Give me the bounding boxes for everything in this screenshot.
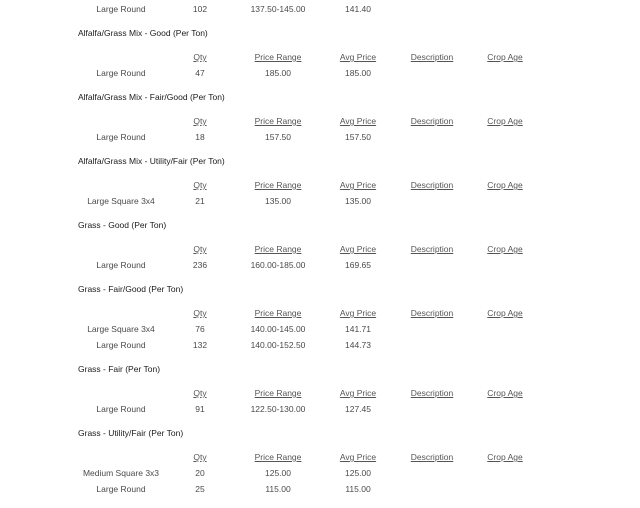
header-qty: Qty <box>193 52 207 62</box>
row-price-range: 137.50-145.00 <box>250 4 306 14</box>
row-price-range: 122.50-130.00 <box>250 404 306 414</box>
header-crop-age: Crop Age <box>487 244 523 254</box>
header-price-range: Price Range <box>254 52 302 62</box>
row-type: Medium Square 3x3 <box>82 468 160 478</box>
row-qty: 132 <box>192 340 208 350</box>
header-crop-age: Crop Age <box>487 308 523 318</box>
row-type: Large Round <box>96 4 146 14</box>
row-qty: 18 <box>195 132 205 142</box>
section-title: Grass - Fair/Good (Per Ton) <box>78 284 184 294</box>
section-title: Alfalfa/Grass Mix - Fair/Good (Per Ton) <box>78 92 225 102</box>
row-avg-price: 135.00 <box>345 196 371 206</box>
section-title: Alfalfa/Grass Mix - Utility/Fair (Per Ton) <box>78 156 225 166</box>
row-price-range: 140.00-152.50 <box>250 340 306 350</box>
row-type: Large Round <box>96 484 146 494</box>
row-type: Large Round <box>96 404 146 414</box>
row-qty: 102 <box>192 4 208 14</box>
row-avg-price: 127.45 <box>345 404 371 414</box>
row-avg-price: 185.00 <box>345 68 371 78</box>
header-avg-price: Avg Price <box>339 180 377 190</box>
section-title: Grass - Utility/Fair (Per Ton) <box>78 428 184 438</box>
header-description: Description <box>410 452 454 462</box>
header-avg-price: Avg Price <box>339 452 377 462</box>
row-price-range: 115.00 <box>265 484 291 494</box>
header-qty: Qty <box>193 244 207 254</box>
header-crop-age: Crop Age <box>487 388 523 398</box>
header-crop-age: Crop Age <box>487 116 523 126</box>
row-qty: 20 <box>195 468 205 478</box>
header-price-range: Price Range <box>254 388 302 398</box>
section-title: Grass - Fair (Per Ton) <box>78 364 161 374</box>
row-qty: 91 <box>195 404 205 414</box>
row-avg-price: 141.40 <box>345 4 371 14</box>
header-price-range: Price Range <box>254 180 302 190</box>
row-type: Large Square 3x4 <box>87 324 155 334</box>
header-price-range: Price Range <box>254 452 302 462</box>
header-description: Description <box>410 116 454 126</box>
header-crop-age: Crop Age <box>487 52 523 62</box>
row-type: Large Round <box>96 132 146 142</box>
row-qty: 21 <box>195 196 205 206</box>
row-price-range: 135.00 <box>265 196 291 206</box>
row-type: Large Square 3x4 <box>87 196 155 206</box>
row-qty: 76 <box>195 324 205 334</box>
header-avg-price: Avg Price <box>339 116 377 126</box>
header-price-range: Price Range <box>254 308 302 318</box>
header-description: Description <box>410 388 454 398</box>
header-qty: Qty <box>193 180 207 190</box>
header-qty: Qty <box>193 388 207 398</box>
row-avg-price: 169.65 <box>345 260 371 270</box>
section-title: Alfalfa/Grass Mix - Good (Per Ton) <box>78 28 208 38</box>
row-type: Large Round <box>96 68 146 78</box>
row-qty: 236 <box>192 260 208 270</box>
header-description: Description <box>410 180 454 190</box>
header-description: Description <box>410 52 454 62</box>
row-price-range: 185.00 <box>265 68 291 78</box>
header-crop-age: Crop Age <box>487 180 523 190</box>
row-avg-price: 144.73 <box>345 340 371 350</box>
header-qty: Qty <box>193 452 207 462</box>
row-price-range: 140.00-145.00 <box>250 324 306 334</box>
row-qty: 25 <box>195 484 205 494</box>
header-avg-price: Avg Price <box>339 308 377 318</box>
header-qty: Qty <box>193 308 207 318</box>
header-avg-price: Avg Price <box>339 388 377 398</box>
header-avg-price: Avg Price <box>339 52 377 62</box>
row-type: Large Round <box>96 260 146 270</box>
section-title: Grass - Good (Per Ton) <box>78 220 167 230</box>
row-avg-price: 125.00 <box>345 468 371 478</box>
row-price-range: 125.00 <box>265 468 291 478</box>
header-qty: Qty <box>193 116 207 126</box>
header-price-range: Price Range <box>254 244 302 254</box>
header-description: Description <box>410 244 454 254</box>
header-price-range: Price Range <box>254 116 302 126</box>
row-price-range: 157.50 <box>265 132 291 142</box>
row-avg-price: 115.00 <box>345 484 371 494</box>
row-price-range: 160.00-185.00 <box>250 260 306 270</box>
row-qty: 47 <box>195 68 205 78</box>
header-description: Description <box>410 308 454 318</box>
header-avg-price: Avg Price <box>339 244 377 254</box>
row-type: Large Round <box>96 340 146 350</box>
row-avg-price: 157.50 <box>345 132 371 142</box>
row-avg-price: 141.71 <box>345 324 371 334</box>
header-crop-age: Crop Age <box>487 452 523 462</box>
